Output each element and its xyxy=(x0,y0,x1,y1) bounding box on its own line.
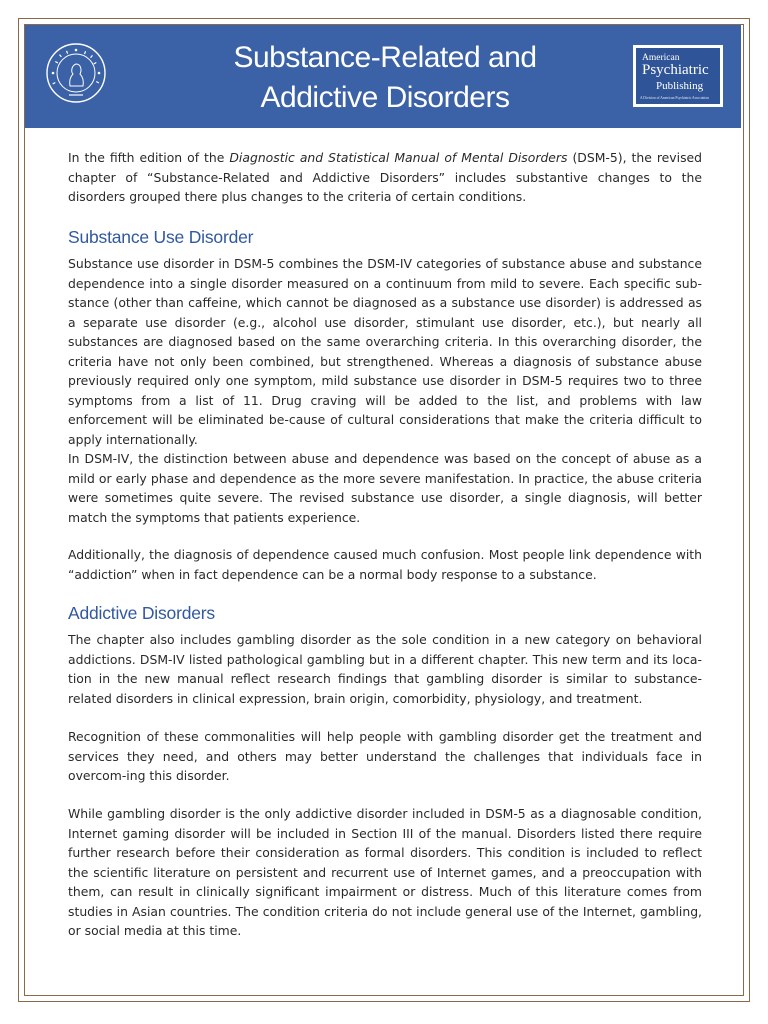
section-heading-substance-use: Substance Use Disorder xyxy=(68,227,254,247)
section-substance-use-p3: Additionally, the diagnosis of dependence caused much confusion. Most people link dependence with “addiction” when in fact dependence can be a normal body response to a substance. xyxy=(68,547,702,582)
section-addictive-p3: While gambling disorder is the only addictive disorder included in DSM-5 as a diagnosable condition, Internet gaming disorder will be included in Section III of the manual. Disorders listed there require further research before their consideration as formal disorders. This condition is included to reflect the scientific literature on persistent and recurrent use of Internet games, and a preoccupation with them, can result in clinically significant impairment or distress. Much of this literature comes from studies in Asian countries. The condition criteria do not include general use of the Internet, gambling, or social media at this time. xyxy=(68,806,702,938)
manual-title: Diagnostic and Statistical Manual of Mental Disorders xyxy=(229,150,568,165)
logo-tagline: A Division of American Psychiatric Association xyxy=(640,96,709,100)
publisher-logo xyxy=(633,45,723,107)
intro-paragraph: In the fifth edition of the Diagnostic and Statistical Manual of Mental Disorders (DSM-5), the revised chapter of “Substance-Related and Addictive Disorders” includes substantive changes to the disorders grouped there plus changes to the criteria of certain conditions. xyxy=(68,150,703,204)
section-addictive-p1: The chapter also includes gambling disorder as the sole condition in a new category on behavioral addictions. DSM-IV listed pathological gambling but in a different chapter. This new term and its loca-tion in the new manual reflect research findings that gambling disorder is similar to substance-related disorders in clinical expression, brain origin, comorbidity, physiology, and treatment. xyxy=(68,632,702,706)
page-title xyxy=(160,38,610,118)
section-heading-addictive-disorders: Addictive Disorders xyxy=(68,603,215,623)
section-substance-use-p2: In DSM-IV, the distinction between abuse and dependence was based on the concept of abuse as a mild or early phase and dependence as the more severe manifestation. In practice, the abuse criteria were sometimes quite severe. The revised substance use disorder, a single diagnosis, will better match the symptoms that patients experience. xyxy=(68,451,702,525)
logo-line-3: Publishing xyxy=(656,80,704,92)
section-addictive-p2: Recognition of these commonalities will help people with gambling disorder get the treatment and services they need, and others may better understand the challenges that individuals face in overcom-ing this disorder. xyxy=(68,729,702,783)
page-title-line-1: Substance-Related and xyxy=(233,41,537,74)
logo-line-2: Psychiatric xyxy=(642,62,709,78)
logo-line-1: American xyxy=(642,53,680,63)
page-title-line-2: Addictive Disorders xyxy=(260,81,510,114)
section-substance-use-p1: Substance use disorder in DSM-5 combines the DSM-IV categories of substance abuse and substance dependence into a single disorder measured on a continuum from mild to severe. Each specific sub-stance (other than caffeine, which cannot be diagnosed as a substance use disorder) is addressed as a separate use disorder (e.g., alcohol use disorder, stimulant use disorder, etc.), but nearly all substances are diagnosed based on the same overarching criteria. In this overarching disorder, the criteria have not only been combined, but strengthened. Whereas a diagnosis of substance abuse previously required only one symptom, mild substance use disorder in DSM-5 requires two to three symptoms from a list of 11. Drug craving will be added to the list, and problems with law enforcement will be eliminated be-cause of cultural considerations that make the criteria difficult to apply internationally. xyxy=(68,256,702,447)
apa-seal-logo xyxy=(45,42,107,104)
